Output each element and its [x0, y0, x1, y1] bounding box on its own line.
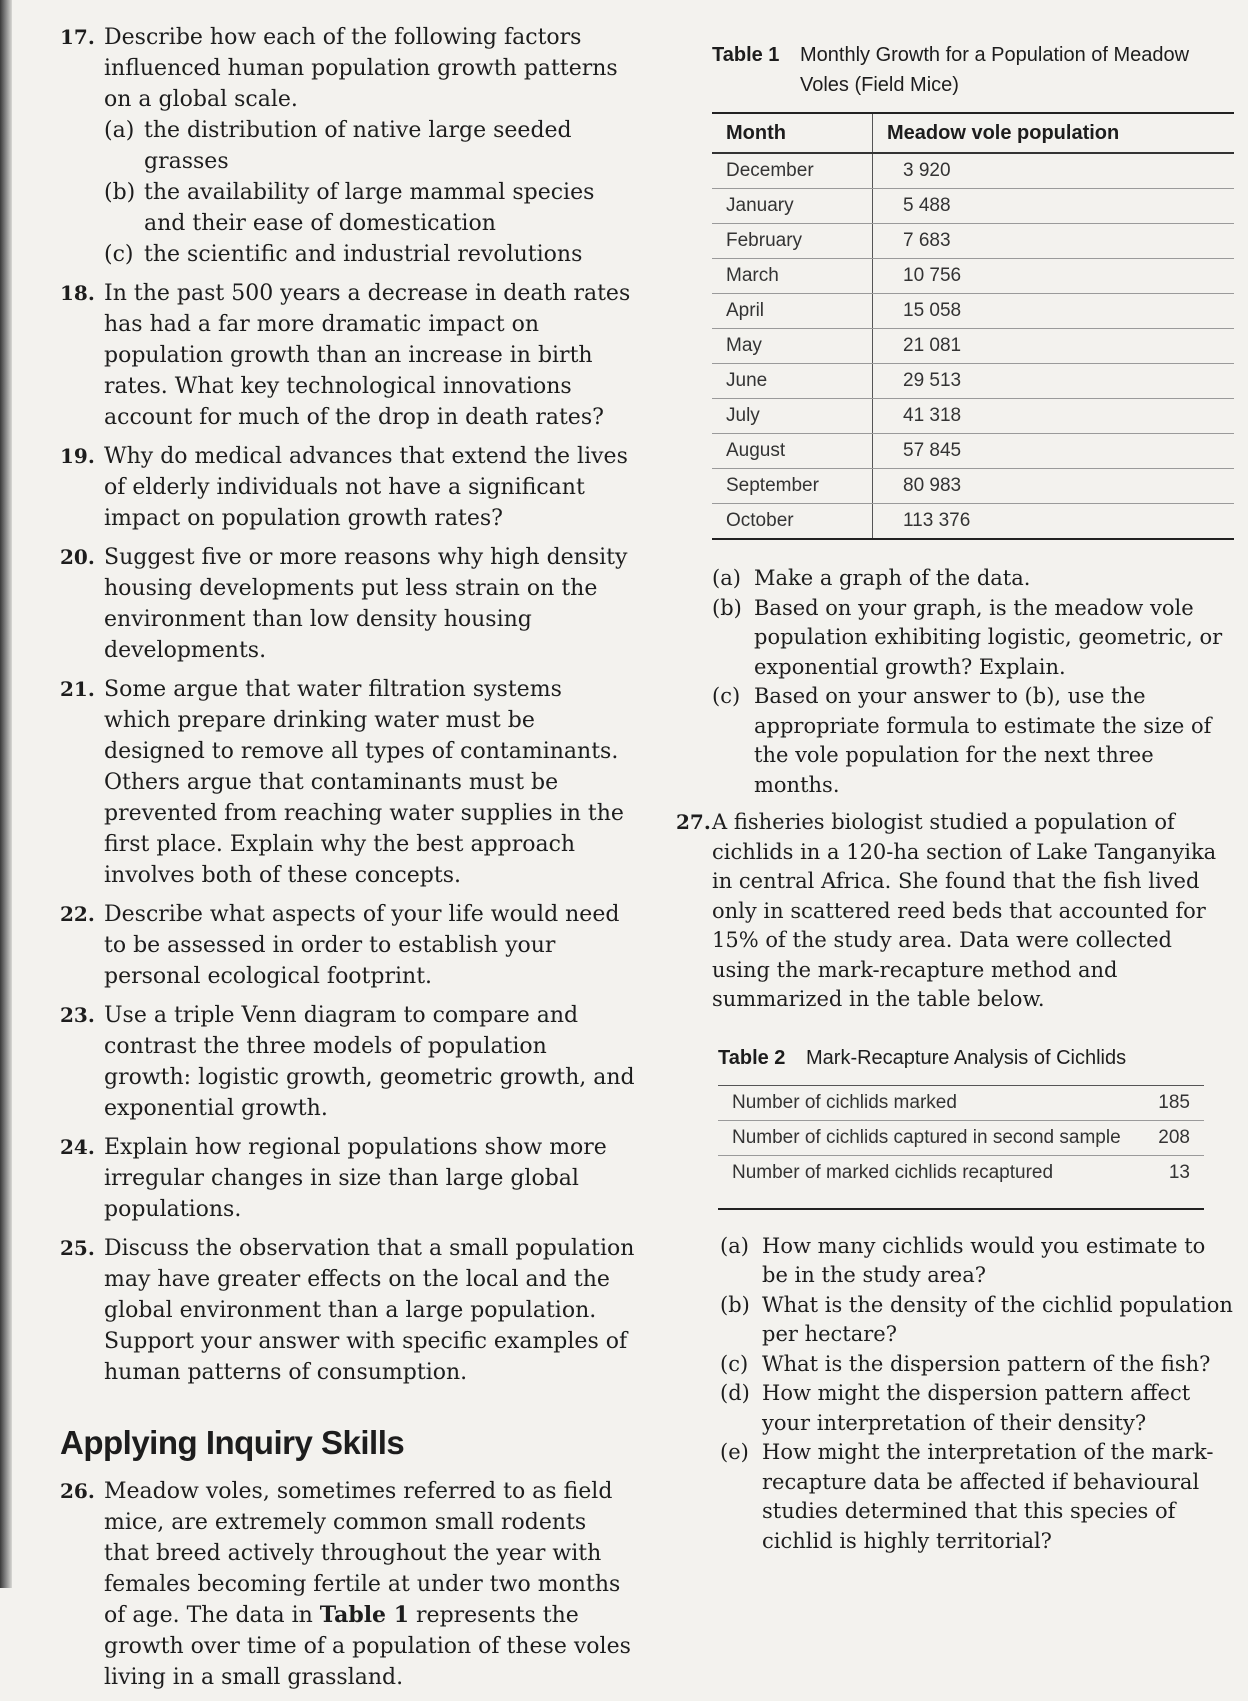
label-cell: Number of cichlids captured in second sample: [718, 1120, 1143, 1155]
part-text: How might the interpretation of the mark-recapture data be affected if behavioural studies determined that this species of cichlid is highly territorial?: [762, 1440, 1214, 1553]
section-heading: Applying Inquiry Skills: [60, 1424, 405, 1461]
month-cell: January: [712, 189, 873, 224]
month-cell: July: [712, 399, 873, 434]
question-23: [60, 1000, 635, 1124]
question-text: A fisheries biologist studied a population of cichlids in a 120-ha section of Lake Tanganyika in central Africa. She found that the fish lived only in scattered reed beds that accounted for 15% of the study area. Data were collected using the mark-recapture method and summarized in the table below.: [712, 810, 1217, 1011]
month-cell: September: [712, 469, 873, 504]
question-part: [104, 177, 635, 239]
question-number: 25.: [60, 1236, 95, 1260]
part-text: How many cichlids would you estimate to be in the study area?: [762, 1233, 1206, 1287]
table-1-caption: [712, 40, 1234, 100]
table-2: [718, 1085, 1204, 1210]
question-part: [720, 1438, 1234, 1556]
table-row: [712, 224, 1234, 259]
question-text: Explain how regional populations show more irregular changes in size than large global populations.: [104, 1135, 607, 1222]
question-part: [104, 115, 635, 177]
question-number: 20.: [60, 545, 95, 569]
part-text: the availability of large mammal species and their ease of domestication: [144, 180, 595, 236]
question-26: [60, 1476, 635, 1693]
month-cell: March: [712, 259, 873, 294]
part-text: Based on your answer to (b), use the appropriate formula to estimate the size of the vole population for the next three months.: [754, 684, 1212, 797]
question-26-parts: [712, 564, 1234, 800]
month-cell: February: [712, 224, 873, 259]
part-text: What is the density of the cichlid population per hectare?: [762, 1292, 1233, 1346]
table-label: Table 1: [712, 44, 780, 66]
table-title: Mark-Recapture Analysis of Cichlids: [806, 1046, 1127, 1069]
question-25: [60, 1233, 635, 1388]
question-number: 17.: [60, 25, 95, 49]
book-spine-shadow: [0, 0, 12, 1588]
question-19: [60, 441, 635, 534]
column-header: Meadow vole population: [873, 113, 1235, 153]
question-text: Some argue that water filtration systems which prepare drinking water must be designed to remove all types of contaminants. Others argue that contaminants must be prevented from reaching water supplies in the first place. Explain why the best approach involves both of these concepts.: [104, 677, 624, 888]
table-1: [712, 112, 1234, 540]
month-cell: May: [712, 329, 873, 364]
label-cell: Number of marked cichlids recaptured: [732, 1161, 1054, 1183]
part-label: (d): [720, 1381, 750, 1405]
part-label: (b): [712, 595, 742, 620]
month-cell: December: [712, 153, 873, 189]
question-number: 18.: [60, 281, 95, 305]
table-row: [712, 189, 1234, 224]
part-label: (c): [104, 242, 134, 267]
table-row: [712, 259, 1234, 294]
table-title: Monthly Growth for a Population of Meadow Voles (Field Mice): [800, 44, 1190, 96]
population-cell: 3 920: [873, 153, 1235, 189]
question-number: 24.: [60, 1135, 95, 1159]
question-text: Meadow voles, sometimes referred to as field mice, are extremely common small rodents that breed actively throughout the year with females becoming fertile at under two months of age. The data in Table 1 represents the growth over time of a population of these voles living in a small grassland.: [104, 1479, 631, 1690]
part-label: (c): [720, 1351, 749, 1376]
value-cell: 208: [1143, 1120, 1204, 1155]
part-label: (a): [712, 566, 741, 590]
table-row: [712, 434, 1234, 469]
question-text: In the past 500 years a decrease in death rates has had a far more dramatic impact on population growth than an increase in birth rates. What key technological innovations account for much of the drop in death rates?: [104, 281, 631, 430]
part-label: (c): [712, 684, 741, 708]
part-label: (e): [720, 1440, 749, 1464]
part-label: (b): [720, 1292, 750, 1317]
population-cell: 57 845: [873, 434, 1235, 469]
left-column: [60, 22, 635, 1701]
population-cell: 10 756: [873, 259, 1235, 294]
question-text: Suggest five or more reasons why high density housing developments put less strain on the environment than low density housing developments.: [104, 545, 628, 663]
question-text: Describe what aspects of your life would need to be assessed in order to establish your personal ecological footprint.: [104, 902, 620, 989]
question-number: 27.: [676, 810, 711, 834]
table-row: [718, 1085, 1204, 1120]
table-row: [712, 294, 1234, 329]
table-row: [712, 469, 1234, 504]
question-part: [720, 1291, 1234, 1350]
question-21: [60, 674, 635, 891]
question-27: [676, 808, 1234, 1015]
value-cell: 13: [1168, 1161, 1190, 1183]
population-cell: 113 376: [903, 510, 971, 531]
question-text: Why do medical advances that extend the lives of elderly individuals not have a significant impact on population growth rates?: [104, 444, 628, 531]
month-cell: June: [712, 364, 873, 399]
question-number: 21.: [60, 677, 95, 701]
part-text: the distribution of native large seeded grasses: [144, 118, 572, 174]
table-row: [712, 153, 1234, 189]
question-part: [712, 564, 1234, 594]
population-cell: 5 488: [873, 189, 1235, 224]
question-number: 23.: [60, 1003, 95, 1027]
question-27-parts: [720, 1232, 1234, 1557]
table-row: [712, 504, 1234, 540]
part-label: (a): [104, 118, 135, 143]
question-18: [60, 278, 635, 433]
question-part: [104, 239, 635, 270]
population-cell: 21 081: [873, 329, 1235, 364]
table-label: Table 2: [718, 1046, 786, 1069]
question-part: [712, 682, 1234, 800]
right-column: [676, 40, 1234, 1556]
part-text: How might the dispersion pattern affect your interpretation of their density?: [762, 1381, 1191, 1435]
question-20: [60, 542, 635, 666]
month-cell: August: [712, 434, 873, 469]
part-text: the scientific and industrial revolutions: [144, 242, 583, 267]
population-cell: 7 683: [873, 224, 1235, 259]
column-header: Month: [712, 113, 873, 153]
question-number: 19.: [60, 444, 95, 468]
question-24: [60, 1132, 635, 1225]
table-row: [718, 1120, 1204, 1155]
population-cell: 80 983: [873, 469, 1235, 504]
table-header-row: [712, 113, 1234, 153]
question-number: 22.: [60, 902, 95, 926]
question-number: 26.: [60, 1479, 95, 1503]
label-cell: Number of cichlids marked: [718, 1085, 1143, 1120]
question-text: Use a triple Venn diagram to compare and contrast the three models of population growth: logistic growth, geometric growth, and exponential growth.: [104, 1003, 635, 1121]
question-text: Discuss the observation that a small population may have greater effects on the local and the global environment than a large population. Support your answer with specific examples of human patterns of consumption.: [104, 1236, 635, 1385]
value-cell: 185: [1143, 1085, 1204, 1120]
part-label: (b): [104, 180, 136, 205]
part-label: (a): [720, 1233, 749, 1258]
part-text: Make a graph of the data.: [754, 566, 1031, 590]
question-part: [720, 1350, 1234, 1380]
question-text: Describe how each of the following factors influenced human population growth patterns on a global scale.: [104, 25, 618, 112]
table-row: [712, 399, 1234, 434]
population-cell: 41 318: [873, 399, 1235, 434]
table-row: [712, 364, 1234, 399]
month-cell: April: [712, 294, 873, 329]
question-22: [60, 899, 635, 992]
table-reference: Table 1: [319, 1602, 410, 1628]
table-row: [712, 329, 1234, 364]
question-part: [720, 1379, 1234, 1438]
population-cell: 29 513: [873, 364, 1235, 399]
question-17: [60, 22, 635, 270]
month-cell: October: [712, 504, 873, 540]
population-cell: 15 058: [873, 294, 1235, 329]
table-2-caption: [718, 1043, 1234, 1073]
part-text: What is the dispersion pattern of the fish?: [762, 1351, 1211, 1376]
table-row: [718, 1155, 1204, 1209]
question-part: [720, 1232, 1234, 1291]
part-text: Based on your graph, is the meadow vole population exhibiting logistic, geometric, or exponential growth? Explain.: [754, 595, 1223, 679]
question-part: [712, 594, 1234, 683]
